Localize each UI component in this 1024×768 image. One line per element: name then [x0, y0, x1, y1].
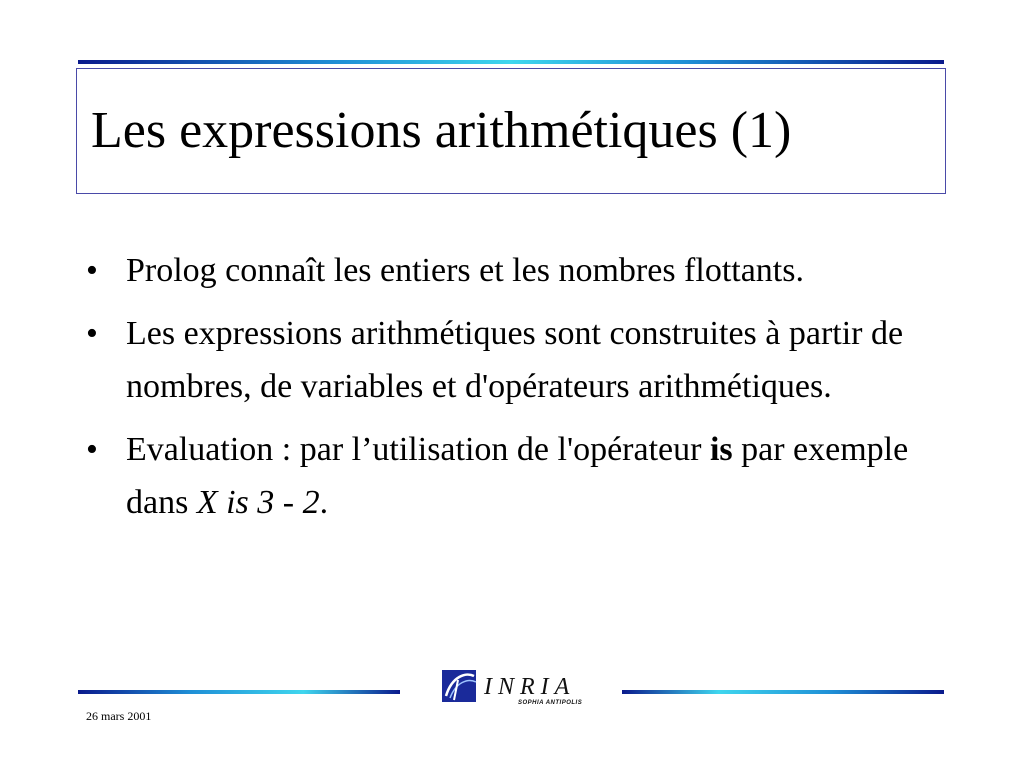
bullet-list: [86, 244, 946, 539]
bullet-marker: •: [86, 315, 98, 352]
bullet-item: [86, 423, 946, 529]
slide-title: Les expressions arithmétiques (1): [91, 102, 792, 159]
inria-logo-icon: [440, 666, 482, 706]
bullet-text: Evaluation : par l’utilisation de l'opérateur: [126, 431, 710, 468]
footer-rule-left: [78, 690, 400, 694]
bullet-item: [86, 244, 946, 297]
bullet-text: Les expressions arithmétiques sont construites à partir de nombres, de variables et d'opérateurs arithmétiques.: [126, 315, 904, 405]
bullet-text: par exemple dans: [126, 431, 909, 521]
footer-date: 26 mars 2001: [86, 709, 152, 723]
bullet-text: .: [319, 484, 329, 521]
bullet-example-italic: X is 3 - 2: [196, 484, 320, 521]
logo-subtext: SOPHIA ANTIPOLIS: [518, 700, 583, 706]
bullet-text: Prolog connaît les entiers et les nombres flottants.: [126, 252, 804, 289]
inria-logo: [440, 664, 600, 710]
title-box: [76, 68, 946, 194]
footer-rule-right: [622, 690, 944, 694]
bullet-item: [86, 307, 946, 413]
bullet-keyword-bold: is: [709, 431, 733, 468]
bullet-marker: •: [86, 252, 98, 289]
bullet-marker: •: [86, 431, 98, 468]
logo-wordmark: INRIA: [484, 674, 576, 700]
title-top-rule: [78, 60, 944, 64]
